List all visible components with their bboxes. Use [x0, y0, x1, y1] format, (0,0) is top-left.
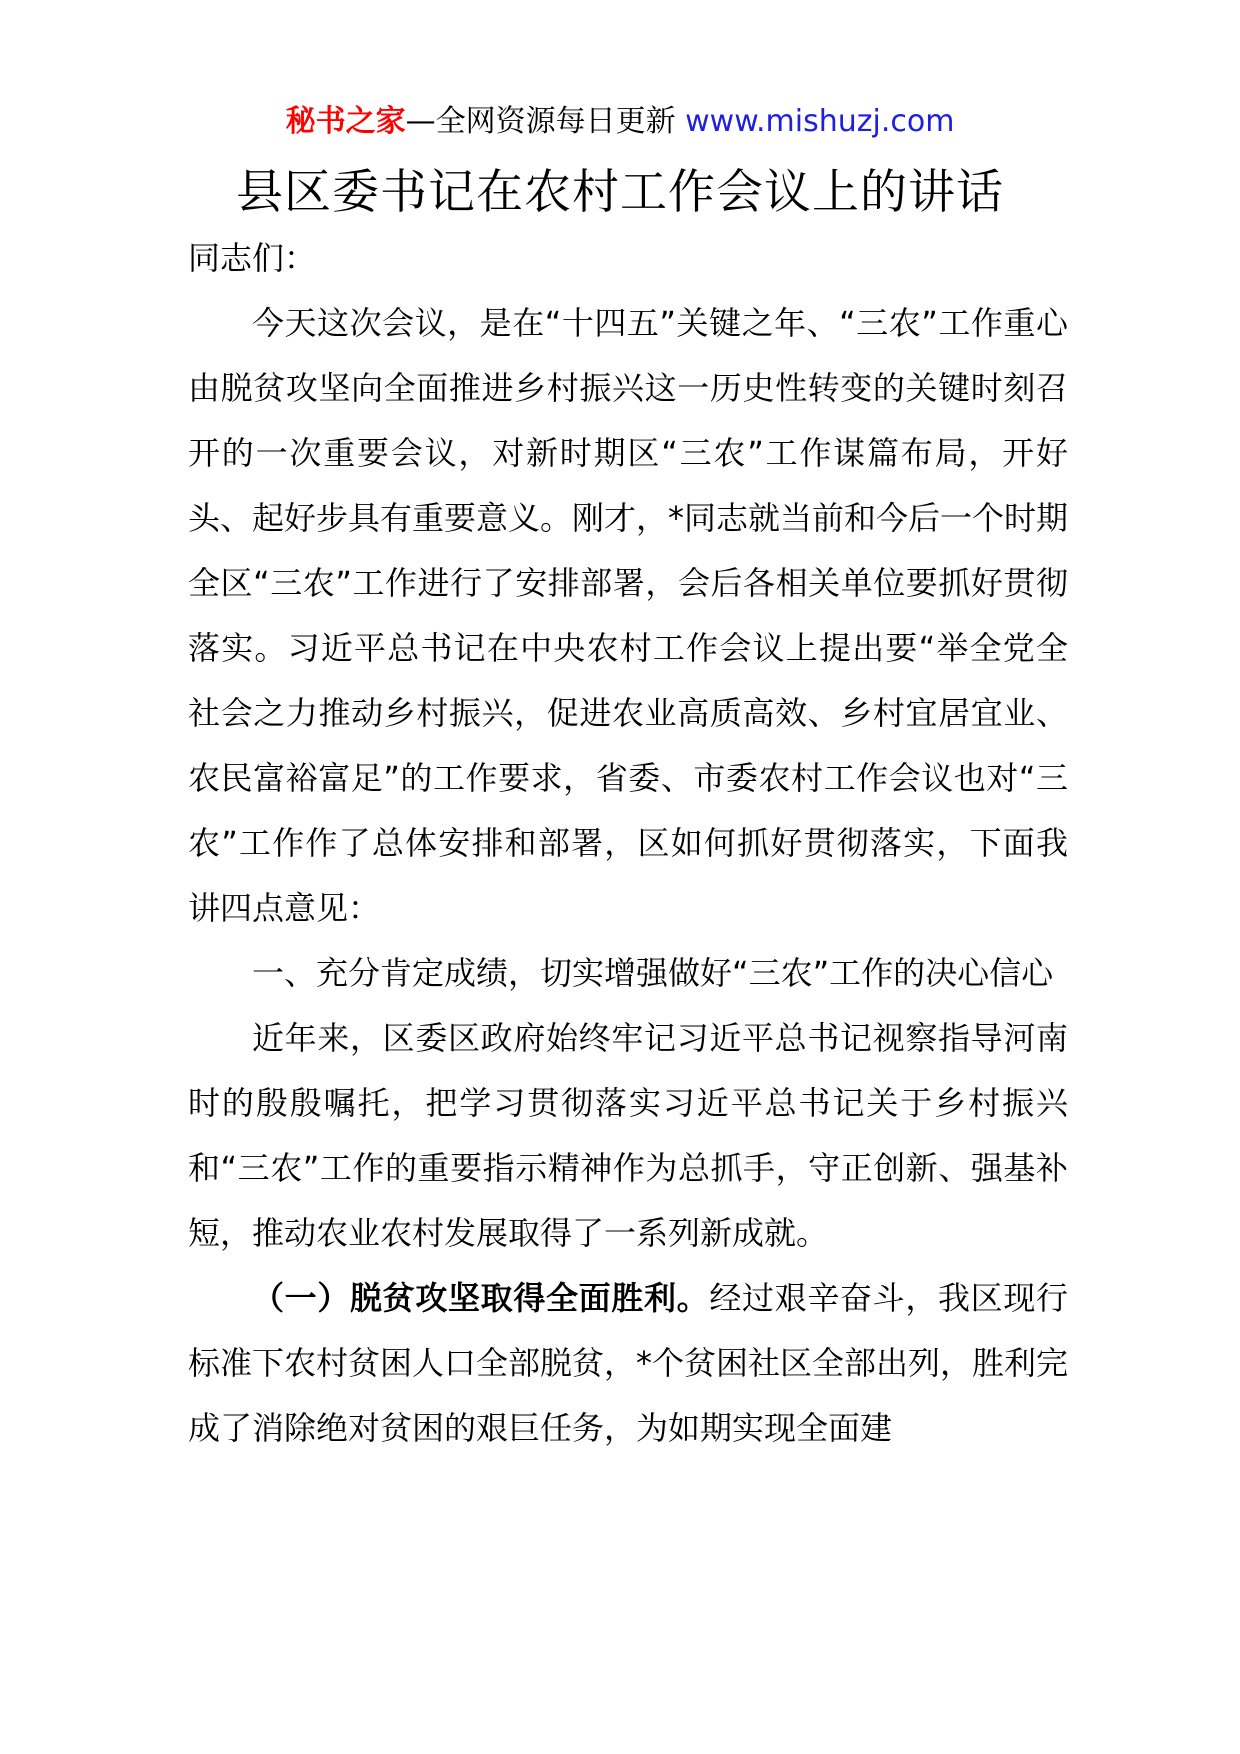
subheading-poverty: （一）脱贫攻坚取得全面胜利。	[252, 1279, 710, 1317]
site-banner	[0, 102, 1240, 142]
section-heading-1: 一、充分肯定成绩，切实增强做好“三农”工作的决心信心	[252, 954, 1054, 992]
banner-url-link[interactable]: www.mishuzj.com	[685, 104, 955, 139]
paragraph-intro: 今天这次会议，是在“十四五”关键之年、“三农”工作重心由脱贫攻坚向全面推进乡村振兴这一历史性转变的关键时刻召开的一次重要会议，对新时期区“三农”工作谋篇布局，开好头、起好步具有重要意义。刚才，*同志就当前和今后一个时期全区“三农”工作进行了安排部署，会后各相关单位要抓好贯彻落实。习近平总书记在中央农村工作会议上提出要“举全党全社会之力推动乡村振兴，促进农业高质高效、乡村宜居宜业、农民富裕富足”的工作要求，省委、市委农村工作会议也对“三农”工作作了总体安排和部署，区如何抓好贯彻落实，下面我讲四点意见：	[188, 304, 1069, 927]
document-body	[188, 226, 1068, 1461]
banner-brand: 秘书之家	[285, 104, 406, 139]
document-title: 县区委书记在农村工作会议上的讲话	[236, 165, 1004, 220]
paragraph-poverty	[188, 1266, 1068, 1461]
salutation: 同志们：	[188, 239, 317, 277]
paragraph-achievements: 近年来，区委区政府始终牢记习近平总书记视察指导河南时的殷殷嘱托，把学习贯彻落实习近平总书记关于乡村振兴和“三农”工作的重要指示精神作为总抓手，守正创新、强基补短，推动农业农村发展取得了一系列新成就。	[188, 1019, 1068, 1252]
paragraph-poverty-text: 经过艰辛奋斗，我区现行标准下农村贫困人口全部脱贫，*个贫困社区全部出列，胜利完成了消除绝对贫困的艰巨任务，为如期实现全面建	[188, 1279, 1069, 1447]
banner-tagline: —全网资源每日更新	[405, 104, 676, 139]
